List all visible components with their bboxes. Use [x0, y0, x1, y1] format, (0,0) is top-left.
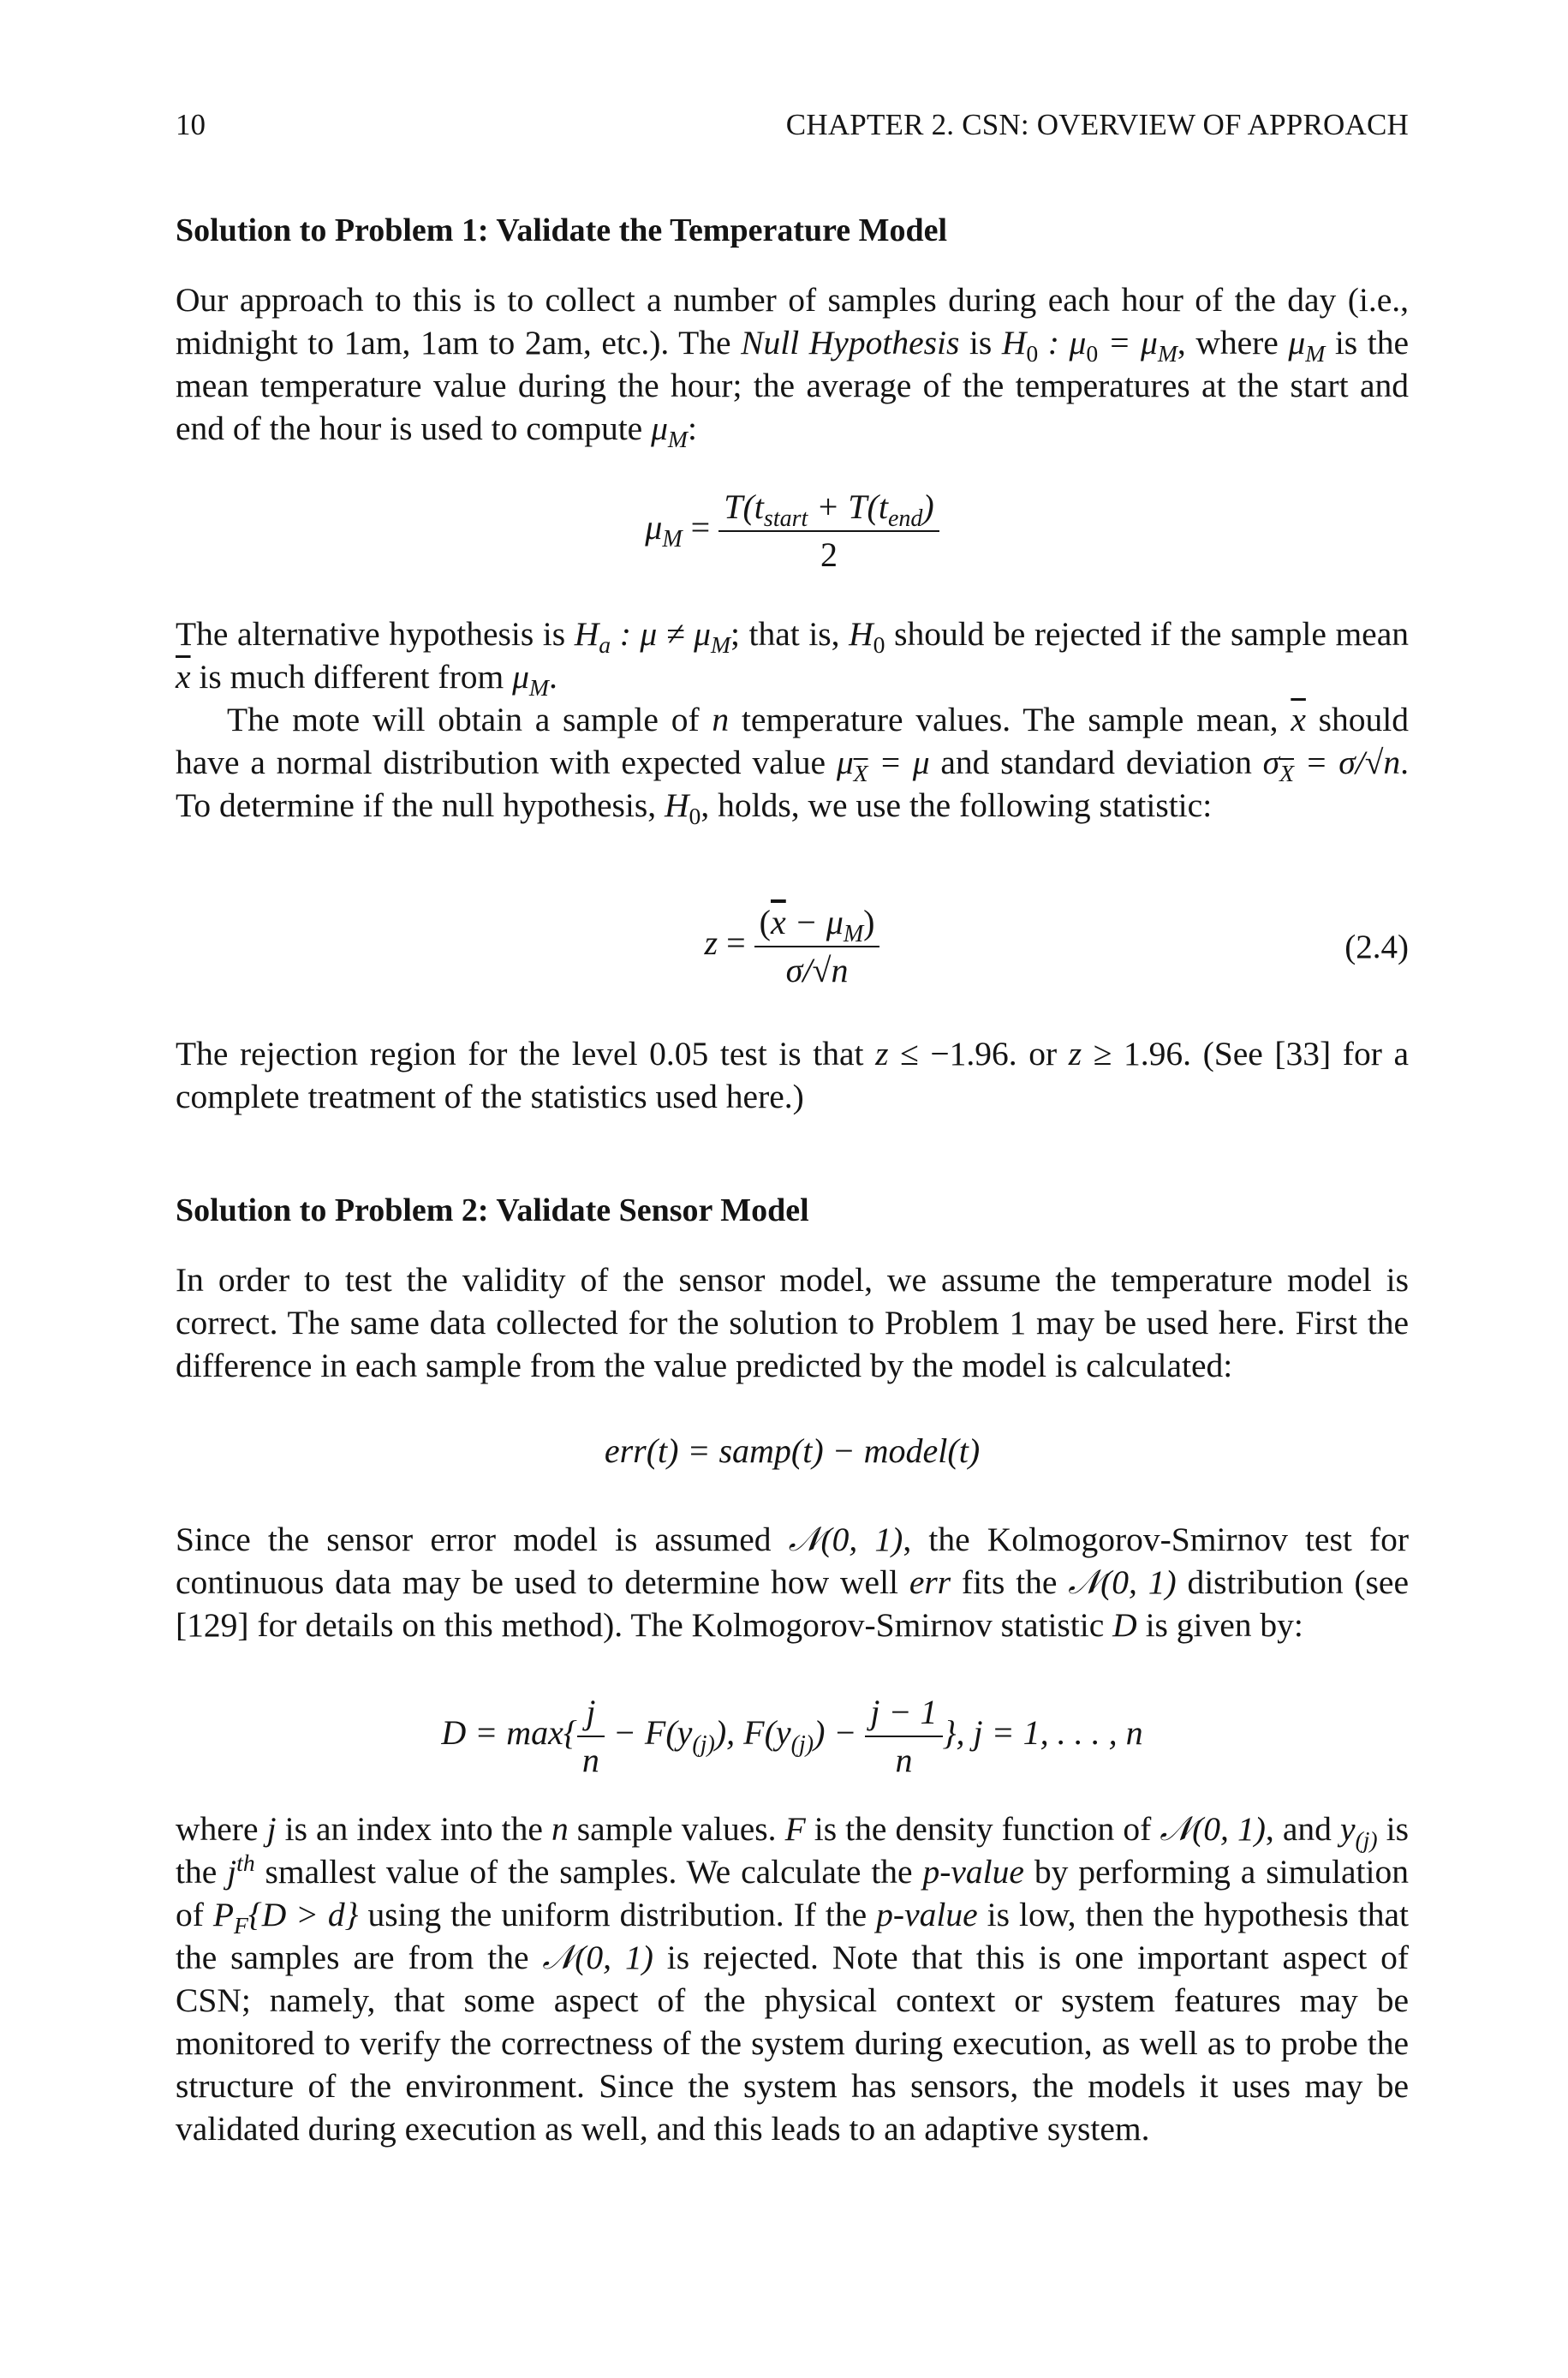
page-number: 10	[176, 108, 206, 141]
running-head	[176, 108, 1409, 151]
paragraph-alternative-hypothesis: The alternative hypothesis is $H_a$ : $\mu \ne \mu_M$; that is, $H_0$ should be rejected if the sample mean $\overline{x}$ is much different from $\mu_M$.	[176, 615, 1409, 701]
equation-number: (2.4)	[1344, 929, 1409, 965]
fraction: $\frac{j - 1}{n}$	[865, 1689, 942, 1784]
paragraph-kolmogorov-smirnov: Since the sensor error model is assumed 𝒩(0, 1), the Kolmogorov-Smirnov test for continuous data may be used to determine how well err fits the 𝒩(0, 1) distribution (see [129] for details on this method). The Kolmogorov-Smirnov statistic D is given by:	[176, 1521, 1409, 1644]
paragraph-null-hypothesis: Our approach to this is to collect a number of samples during each hour of the day (i.e., midnight to 1am, 1am to 2am, etc.). The Null Hypothesis is $H_0$ : $\mu_0 = \mu_M$, where $\mu_M$ is the mean temperature value during the hour; the average of the temperatures at the start and end of the hour is used to compute $\mu_M$:	[176, 281, 1410, 452]
fraction: $\frac{j}{n}$	[577, 1689, 605, 1784]
paragraph-p-value: where j is an index into the n sample values. F is the density function of 𝒩(0, 1), and $y_{(j)}$ is the $j^{th}$ smallest value of the samples. We calculate the p-value by performing a simulation of $P_F\{D > d\}$ using the uniform distribution. If the p-value is low, then the hypothesis that the samples are from the 𝒩(0, 1) is rejected. Note that this is one important aspect of CSN; namely, that some aspect of the physical context or system features may be monitored to verify the correctness of the system during execution, as well as to probe the structure of the environment. Since the system has sensors, the models it uses may be validated during execution as well, and this leads to an adaptive system.	[176, 1810, 1410, 2148]
paragraph-sample-mean: The mote will obtain a sample of n temperature values. The sample mean, $\overline{x}$ should have a normal distribution with expected value $\mu_{\overline{X}} = \mu$ and standard deviation $\sigma_{\overline{X}} = \sigma/√n$. To determine if the null hypothesis, $H_0$, holds, we use the following statistic:	[176, 701, 1410, 829]
equation-error: err(t) = samp(t) − model(t)	[604, 1431, 981, 1470]
equation-mean-temperature: $\mu_M$ = $\frac{T(t_{start} + T(t_{end})}{2}$	[176, 484, 1409, 578]
section-heading-problem-1: Solution to Problem 1: Validate the Temperature Model	[176, 212, 948, 248]
fraction: $\frac{T(t_{start} + T(t_{end})}{2}$	[718, 484, 939, 578]
fraction: $\frac{(\overline{x} - \mu_M)}{\sigma/√n}$	[754, 899, 880, 994]
equation-ks-statistic: D = max{ $\frac{j}{n}$ − $F(y_{(j)})$, $F(y_{(j)})$ − $\frac{j - 1}{n}$ }, j = 1, . . . , n	[176, 1689, 1409, 1784]
paragraph-sensor-model: In order to test the validity of the sensor model, we assume the temperature model is correct. The same data collected for the solution to Problem 1 may be used here. First the difference in each sample from the value predicted by the model is calculated:	[176, 1261, 1409, 1384]
equation-z-statistic: z = $\frac{(\overline{x} - \mu_M)}{\sigma/√n}$ (2.4)	[176, 899, 1409, 994]
chapter-title: CHAPTER 2. CSN: OVERVIEW OF APPROACH	[785, 108, 1409, 141]
section-heading-problem-2: Solution to Problem 2: Validate Sensor Model	[176, 1192, 809, 1228]
paragraph-rejection-region: The rejection region for the level 0.05 test is that z ≤ −1.96. or z ≥ 1.96. (See [33] for a complete treatment of the statistics used here.)	[176, 1035, 1409, 1115]
